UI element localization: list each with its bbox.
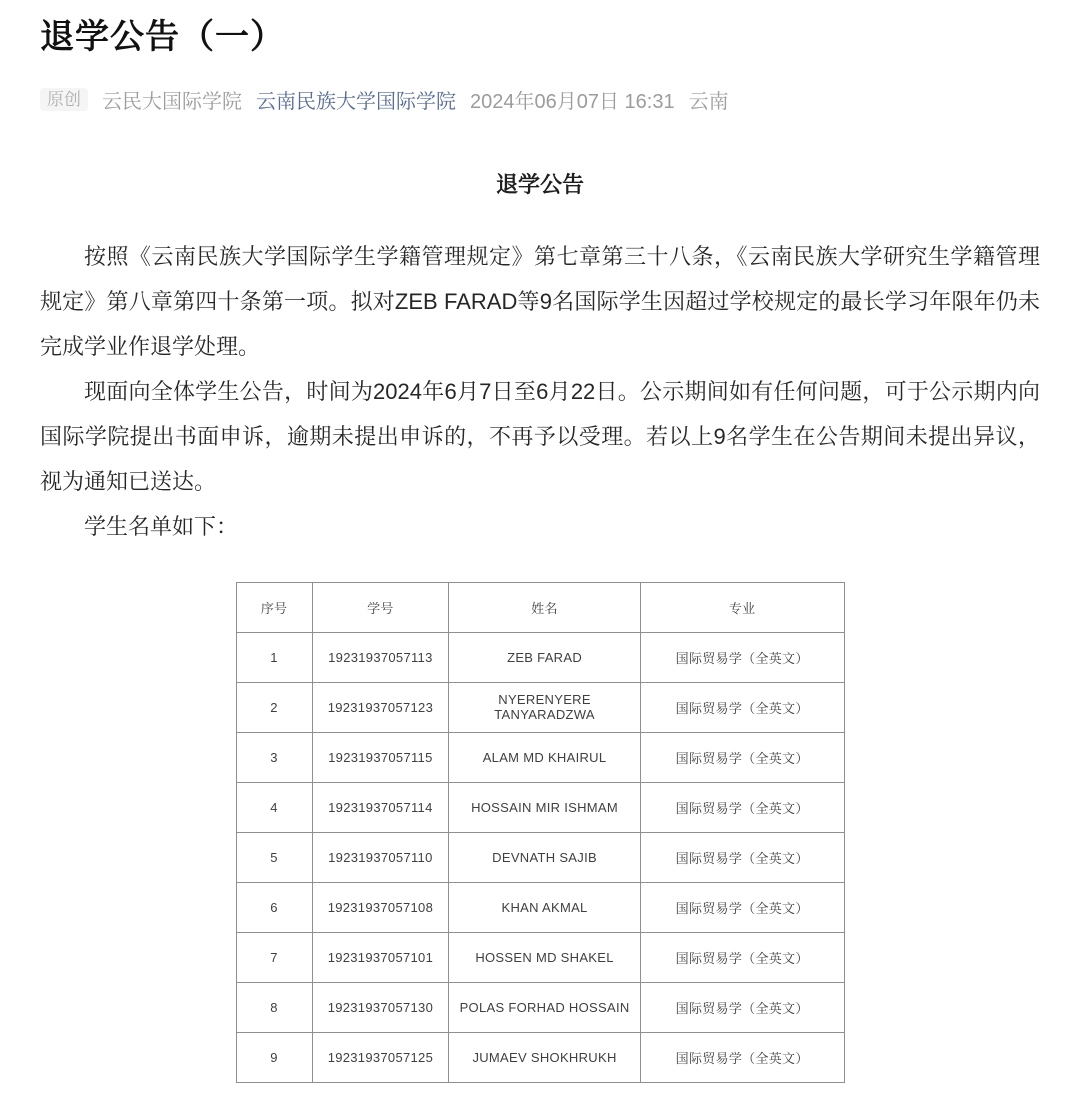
paragraph-2: 现面向全体学生公告，时间为2024年6月7日至6月22日。公示期间如有任何问题，可于公示期内向国际学院提出书面申诉，逾期未提出申诉的，不再予以受理。若以上9名学生在公告期间未提出异议，视为通知已送达。 <box>40 378 1040 494</box>
table-cell: 19231937057115 <box>312 732 449 782</box>
table-cell: 国际贸易学（全英文） <box>640 1032 844 1082</box>
table-cell: 6 <box>236 882 312 932</box>
table-cell: ZEB FARAD <box>449 632 641 682</box>
table-cell: DEVNATH SAJIB <box>449 832 641 882</box>
table-row <box>236 832 844 882</box>
paragraph-3: 学生名单如下： <box>84 513 239 539</box>
table-header-cell: 序号 <box>236 582 312 632</box>
table-cell: HOSSEN MD SHAKEL <box>449 932 641 982</box>
table-header-row <box>236 582 844 632</box>
table-cell: 19231937057113 <box>312 632 449 682</box>
table-cell: 5 <box>236 832 312 882</box>
table-header-cell: 专业 <box>640 582 844 632</box>
table-cell: 9 <box>236 1032 312 1082</box>
table-cell: 19231937057125 <box>312 1032 449 1082</box>
table-header-cell: 姓名 <box>449 582 641 632</box>
table-cell: JUMAEV SHOKHRUKH <box>449 1032 641 1082</box>
table-row <box>236 782 844 832</box>
table-cell: 3 <box>236 732 312 782</box>
table-cell: 国际贸易学（全英文） <box>640 632 844 682</box>
account-name-link[interactable]: 云南民族大学国际学院 <box>256 90 456 113</box>
table-cell: KHAN AKMAL <box>449 882 641 932</box>
table-cell: 19231937057110 <box>312 832 449 882</box>
original-badge: 原创 <box>40 88 88 111</box>
table-row <box>236 1032 844 1082</box>
paragraph-1: 按照《云南民族大学国际学生学籍管理规定》第七章第三十八条，《云南民族大学研究生学籍管理规定》第八章第四十条第一项。拟对ZEB FARAD等9名国际学生因超过学校规定的最长学习年限年仍未完成学业作退学处理。 <box>40 243 1041 359</box>
table-cell: 8 <box>236 982 312 1032</box>
table-row <box>236 632 844 682</box>
article-title: 退学公告（一） <box>40 18 285 56</box>
table-cell: 国际贸易学（全英文） <box>640 932 844 982</box>
table-cell: 国际贸易学（全英文） <box>640 732 844 782</box>
table-cell: 国际贸易学（全英文） <box>640 982 844 1032</box>
table-cell: 7 <box>236 932 312 982</box>
article-meta <box>40 85 1040 114</box>
table-cell: 19231937057101 <box>312 932 449 982</box>
table-cell: 国际贸易学（全英文） <box>640 682 844 732</box>
publish-datetime: 2024年06月07日 16:31 <box>470 90 675 113</box>
notice-heading: 退学公告 <box>495 171 584 197</box>
table-cell: 4 <box>236 782 312 832</box>
table-cell: POLAS FORHAD HOSSAIN <box>449 982 641 1032</box>
publish-location: 云南 <box>688 90 729 113</box>
table-cell: 2 <box>236 682 312 732</box>
students-table-wrap <box>40 582 1040 1083</box>
table-row <box>236 682 844 732</box>
author-name: 云民大国际学院 <box>102 90 242 113</box>
table-header-cell: 学号 <box>312 582 449 632</box>
table-cell: ALAM MD KHAIRUL <box>449 732 641 782</box>
table-cell: 国际贸易学（全英文） <box>640 832 844 882</box>
table-row <box>236 882 844 932</box>
table-cell: 19231937057130 <box>312 982 449 1032</box>
students-table <box>236 582 845 1083</box>
table-cell: 19231937057108 <box>312 882 449 932</box>
table-cell: 国际贸易学（全英文） <box>640 782 844 832</box>
table-row <box>236 932 844 982</box>
table-body <box>236 632 844 1082</box>
table-row <box>236 732 844 782</box>
table-row <box>236 982 844 1032</box>
notice-body <box>40 234 1040 549</box>
table-cell: 19231937057123 <box>312 682 449 732</box>
table-cell: 19231937057114 <box>312 782 449 832</box>
table-cell: HOSSAIN MIR ISHMAM <box>449 782 641 832</box>
table-cell: NYERENYERE TANYARADZWA <box>449 682 641 732</box>
table-cell: 1 <box>236 632 312 682</box>
table-cell: 国际贸易学（全英文） <box>640 882 844 932</box>
